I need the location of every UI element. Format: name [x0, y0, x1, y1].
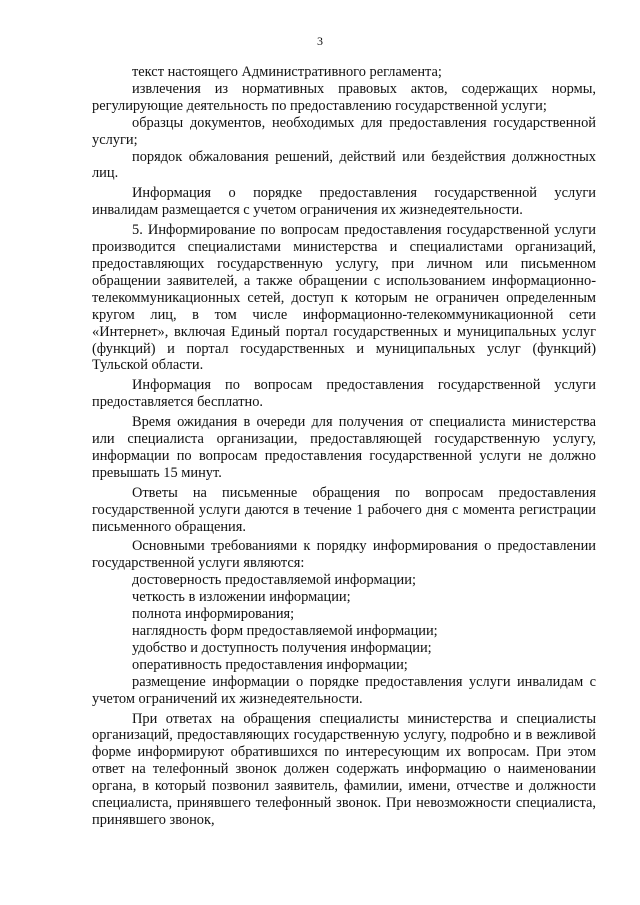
paragraph-answers-conduct: При ответах на обращения специалисты министерства и специалисты организаций, предоставляющих государственную услугу, подробно и в вежливой форме информируют обратившихся по интересующим их вопросам. При этом ответ на телефонный звонок должен содержать информацию о наименовании органа, в который позвонил заявитель, фамилии, имени, отчестве и должности специалиста, принявшего телефонный звонок. При невозможности специалиста, принявшего звонок,: [92, 710, 596, 828]
paragraph-regulation-text: текст настоящего Административного регламента;: [132, 64, 442, 80]
paragraph-waiting-time: Время ожидания в очереди для получения от специалиста министерства или специалиста организации, предоставляющей государственную услугу, информации по вопросам предоставления государственной услуги не должно превышать 15 минут.: [92, 414, 596, 481]
requirement-item: оперативность предоставления информации;: [132, 656, 408, 673]
requirement-item: четкость в изложении информации;: [132, 589, 351, 606]
requirement-item: размещение информации о порядке предоставления услуги инвалидам с учетом ограничений их жизнедеятельности.: [92, 673, 596, 707]
requirement-item: полнота информирования;: [132, 606, 295, 623]
paragraph-free-info: Информация по вопросам предоставления государственной услуги предоставляется бесплатно.: [92, 377, 596, 411]
requirement-item: наглядность форм предоставляемой информации;: [132, 623, 438, 639]
paragraph-requirements: Основными требованиями к порядку информирования о предоставлении государственной услуги являются:: [92, 538, 596, 572]
paragraph-section-5: 5. Информирование по вопросам предоставления государственной услуги производится специалистами министерства и специалистами организаций, предоставляющих государственную услугу, при личном или письменном обращении заявителей, а также обращении с использованием информационно-телекоммуникационных сетей, доступ к которым не ограничен определенным кругом лиц, в том числе информационно-телекоммуникационной сети «Интернет», включая Единый портал государственных и муниципальных услуг (функций) и портал государственных и муниципальных услуг (функций) Тульской области.: [92, 222, 596, 374]
paragraph-written-answers: Ответы на письменные обращения по вопросам предоставления государственной услуги даются в течение 1 рабочего дня с момента регистрации письменного обращения.: [92, 484, 596, 535]
paragraph-document-samples: образцы документов, необходимых для предоставления государственной услуги;: [92, 114, 596, 148]
paragraph-disabled-info: Информация о порядке предоставления государственной услуги инвалидам размещается с учетом ограничения их жизнедеятельности.: [92, 185, 596, 219]
requirement-item: достоверность предоставляемой информации;: [132, 572, 416, 589]
paragraph-legal-extracts: извлечения из нормативных правовых актов, содержащих нормы, регулирующие деятельность по предоставлению государственной услуги;: [92, 80, 596, 114]
paragraph-appeal-procedure: порядок обжалования решений, действий или бездействия должностных лиц.: [92, 148, 596, 182]
page-number: 3: [317, 34, 323, 48]
requirement-item: удобство и доступность получения информации;: [132, 639, 432, 656]
document-body: [92, 64, 596, 829]
